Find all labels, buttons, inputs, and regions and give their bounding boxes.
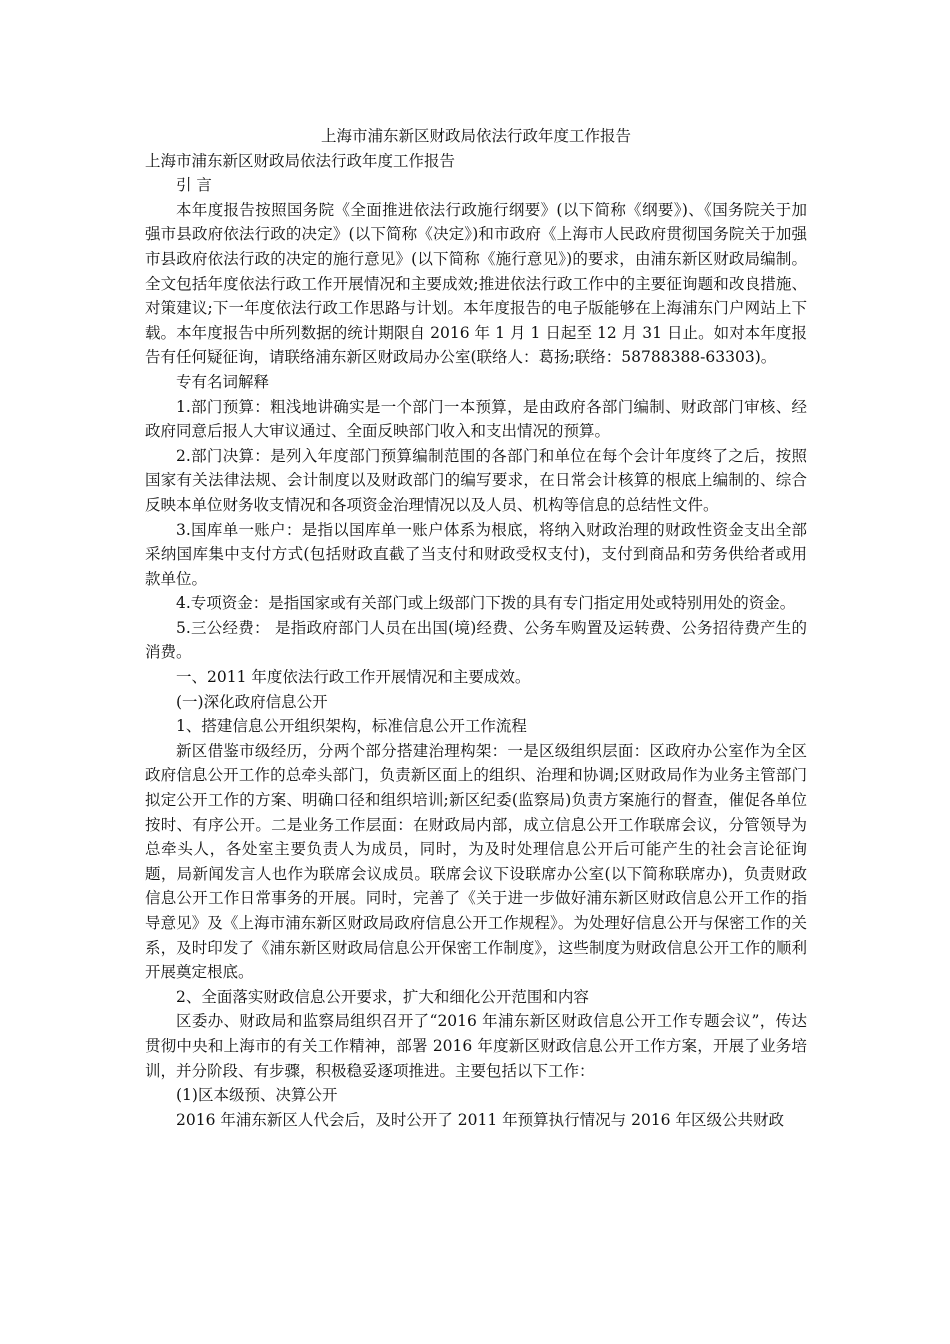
glossary-item-department-final-accounts: 2.部门决算：是列入年度部门预算编制范围的各部门和单位在每个会计年度终了之后，按照国家有关法律法规、会计制度以及财政部门的编写要求，在日常会计核算的根底上编制的、综合反映本单位财务收支情况和各项资金治理情况以及人员、机构等信息的总结性文件。 — [145, 446, 807, 514]
glossary-item-treasury-single-account: 3.国库单一账户：是指以国库单一账户体系为根底，将纳入财政治理的财政性资金支出全部采纳国库集中支付方式(包括财政直截了当支付和财政受权支付)，支付到商品和劳务供给者或用款单位。 — [145, 520, 807, 588]
paragraph-framework: 新区借鉴市级经历，分两个部分搭建治理构架：一是区级组织层面：区政府办公室作为全区政府信息公开工作的总牵头部门，负责新区面上的组织、治理和协调;区财政局作为业务主管部门拟定公开工作的方案、明确口径和组织培训;新区纪委(监察局)负责方案施行的督查，催促各单位按时、有序公开。二是业务工作层面：在财政局内部，成立信息公开工作联席会议，分管领导为总牵头人，各处室主要负责人为成员，同时，为及时处理信息公开后可能产生的社会言论征询题，局新闻发言人也作为联席会议成员。联席会议下设联席办公室(以下简称联席办)，负责财政信息公开工作日常事务的开展。同时，完善了《关于进一步做好浦东新区财政信息公开工作的指导意见》及《上海市浦东新区财政局政府信息公开工作规程》。为处理好信息公开与保密工作的关系，及时印发了《浦东新区财政局信息公开保密工作制度》，这些制度为财政信息公开工作的顺利开展奠定根底。 — [145, 741, 807, 982]
document-body — [145, 124, 807, 1132]
glossary-item-three-public-expenses: 5.三公经费： 是指政府部门人员在出国(境)经费、公务车购置及运转费、公务招待费产生的消费。 — [145, 618, 807, 662]
item-heading-implementation: 2、全面落实财政信息公开要求，扩大和细化公开范围和内容 — [176, 987, 589, 1006]
paragraph-implementation: 区委办、财政局和监察局组织召开了“2016 年浦东新区财政信息公开工作专题会议”，传达贯彻中央和上海市的有关工作精神，部署 2016 年度新区财政信息公开工作方案，开展了业务培训，并分阶段、有步骤，积极稳妥逐项推进。主要包括以下工作： — [145, 1012, 807, 1080]
section-heading-glossary: 专有名词解释 — [176, 372, 270, 391]
glossary-item-department-budget: 1.部门预算：粗浅地讲确实是一个部门一本预算，是由政府各部门编制、财政部门审核、经政府同意后报人大审议通过、全面反映部门收入和支出情况的预算。 — [145, 397, 807, 441]
section-heading-part-one: 一、2011 年度依法行政工作开展情况和主要成效。 — [176, 668, 531, 687]
glossary-item-special-funds: 4.专项资金：是指国家或有关部门或上级部门下拨的具有专门指定用处或特别用处的资金。 — [176, 594, 796, 613]
paragraph-district-budget: 2016 年浦东新区人代会后，及时公开了 2011 年预算执行情况与 2016 年区级公共财政 — [176, 1110, 784, 1129]
subsection-heading-disclosure: (一)深化政府信息公开 — [176, 692, 328, 711]
section-heading-intro: 引 言 — [176, 176, 212, 195]
document-title: 上海市浦东新区财政局依法行政年度工作报告 — [320, 127, 631, 145]
document-subtitle: 上海市浦东新区财政局依法行政年度工作报告 — [145, 151, 456, 170]
item-heading-district-budget: (1)区本级预、决算公开 — [176, 1086, 338, 1105]
paragraph-intro: 本年度报告按照国务院《全面推进依法行政施行纲要》(以下简称《纲要》)、《国务院关于加强市县政府依法行政的决定》(以下简称《决定》)和市政府《上海市人民政府贯彻国务院关于加强市县政府依法行政的决定的施行意见》(以下简称《施行意见》)的要求，由浦东新区财政局编制。全文包括年度依法行政工作开展情况和主要成效;推进依法行政工作中的主要征询题和改良措施、对策建议;下一年度依法行政工作思路与计划。本年度报告的电子版能够在上海浦东门户网站上下载。本年度报告中所列数据的统计期限自 2016 年 1 月 1 日起至 12 月 31 日止。如对本年度报告有任何疑征询，请联络浦东新区财政局办公室(联络人：葛扬;联络：58788388-63303)。 — [145, 200, 807, 367]
item-heading-framework: 1、搭建信息公开组织架构，标准信息公开工作流程 — [176, 717, 527, 736]
